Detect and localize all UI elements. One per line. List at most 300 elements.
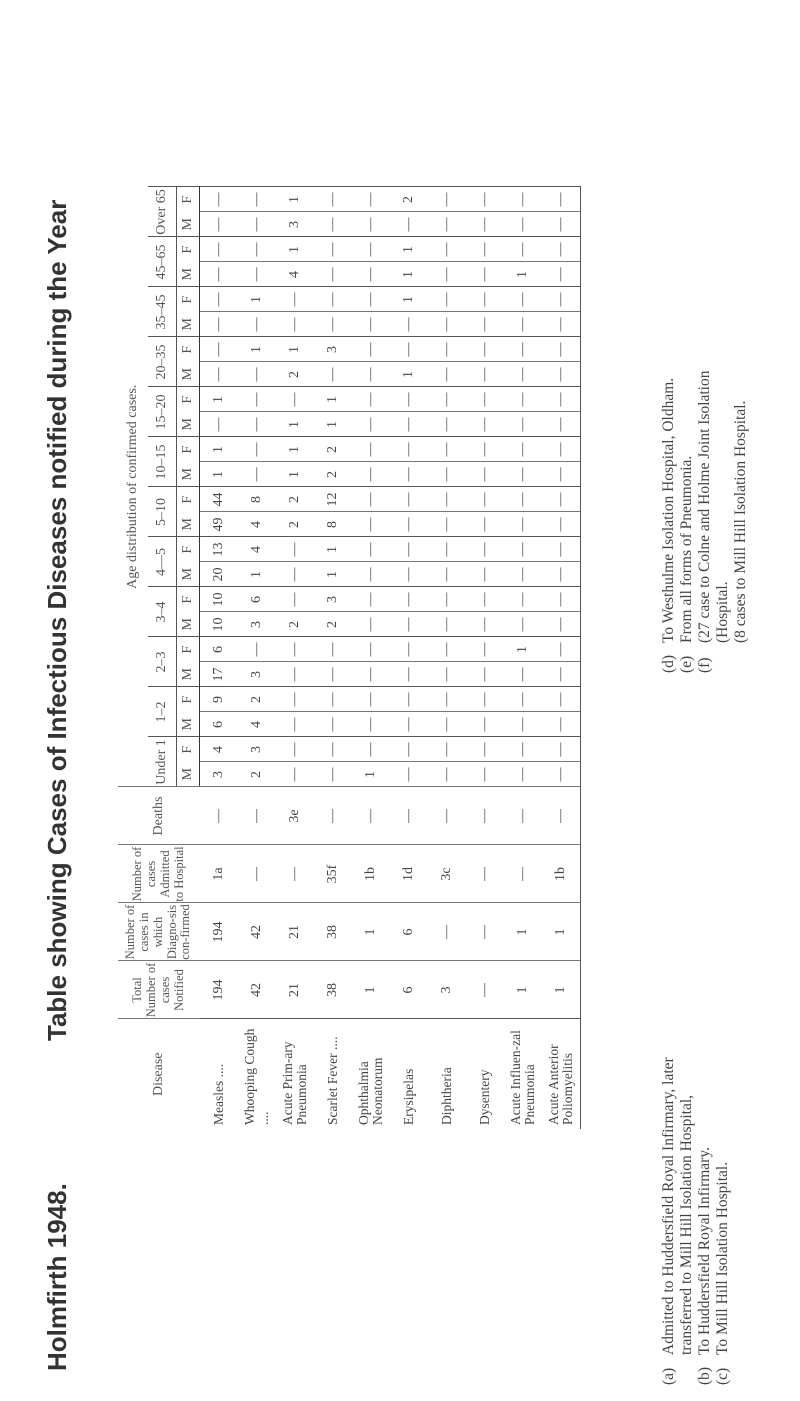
age-female-count: — [352,287,390,312]
age-male-count: — [352,462,390,487]
age-male-count: 3 [276,212,314,237]
age-male-count: 10 [200,612,239,637]
age-female-count: — [200,287,239,312]
footnote-c: (c)To Mill Hill Isolation Hospital. [714,1161,731,1385]
age-male-count: — [466,212,504,237]
infectious-diseases-table [118,187,581,1130]
age-female-count: — [542,287,581,312]
deaths-count: — [466,787,504,845]
age-female-count: 1 [200,437,239,462]
age-male-count: — [504,412,542,437]
deaths-count: — [504,787,542,845]
age-male-count: — [352,212,390,237]
age-male-count: — [542,412,581,437]
confirmed-count: 21 [276,903,314,961]
female-column-header: F [177,237,200,262]
age-female-count: — [352,187,390,212]
age-female-count: — [504,237,542,262]
age-female-count: 13 [200,537,239,562]
female-column-header: F [177,387,200,412]
age-female-count: — [238,237,276,262]
age-male-count: — [238,362,276,387]
age-female-count: — [428,587,466,612]
age-group: Under 1 [148,737,177,787]
total-notified: 1 [504,961,542,1019]
age-male-count: — [504,312,542,337]
age-female-count: 1 [390,237,428,262]
age-group: 35–45 [148,287,177,337]
deaths-count: — [542,787,581,845]
age-male-count: 2 [314,612,352,637]
age-male-count: — [200,212,239,237]
age-group: Over 65 [148,187,177,237]
header-admitted: Number of cases Admitted to Hospital [118,845,200,903]
age-male-count: — [542,562,581,587]
deaths-count: — [314,787,352,845]
age-female-count: — [542,537,581,562]
age-male-count: — [314,662,352,687]
age-female-count: — [466,337,504,362]
age-female-count: — [276,637,314,662]
age-female-count: — [314,187,352,212]
age-male-count: — [428,612,466,637]
age-female-count: — [428,537,466,562]
total-notified: 21 [276,961,314,1019]
age-male-count: 1 [390,262,428,287]
age-male-count: — [504,762,542,787]
age-male-count: — [200,412,239,437]
age-female-count: 3 [238,737,276,762]
table-row [276,187,314,1129]
admitted-count: 1b [542,845,581,903]
confirmed-count: — [428,903,466,961]
age-female-count: — [504,687,542,712]
age-male-count: — [428,312,466,337]
age-male-count: — [466,712,504,737]
confirmed-count: 6 [390,903,428,961]
age-male-count: 1 [276,412,314,437]
age-female-count: — [504,287,542,312]
age-male-count: — [542,312,581,337]
age-male-count: — [200,262,239,287]
age-male-count: — [428,362,466,387]
female-column-header: F [177,537,200,562]
age-female-count: — [542,187,581,212]
age-male-count: — [466,312,504,337]
age-female-count: — [542,437,581,462]
age-female-count: — [200,237,239,262]
footnotes [660,15,800,1385]
age-female-count: 1 [504,637,542,662]
confirmed-count: 1 [542,903,581,961]
confirmed-count: 1 [352,903,390,961]
age-male-count: — [352,512,390,537]
disease-name: Ophthalmia Neonatorum [352,1019,390,1129]
disease-name: Erysipelas [390,1019,428,1129]
footnote-f: (f)(27 case to Colne and Holme Joint Isolation [696,370,713,673]
age-male-count: — [466,412,504,437]
age-group: 5–10 [148,487,177,537]
age-male-count: — [542,762,581,787]
age-female-count: — [200,337,239,362]
age-male-count: — [504,462,542,487]
age-male-count: — [466,762,504,787]
age-female-count: 1 [314,387,352,412]
age-male-count: 3 [238,662,276,687]
age-female-count: 4 [200,737,239,762]
age-female-count: — [542,237,581,262]
footnote-d: (d)To Westhulme Isolation Hospital, Oldham. [660,377,677,673]
age-male-count: — [504,212,542,237]
header-total: Total Number of cases Notified [118,961,200,1019]
male-column-header: M [177,712,200,737]
age-female-count: 3 [314,337,352,362]
age-female-count: — [504,437,542,462]
age-group: 20–35 [148,337,177,387]
age-male-count: — [390,512,428,537]
title-main: Table showing Cases of Infectious Diseases notified during the Year [42,199,72,1041]
age-female-count: — [352,487,390,512]
header-disease: Disease [118,1019,200,1129]
age-male-count: — [238,262,276,287]
table-row [542,187,581,1129]
age-female-count: 10 [200,587,239,612]
age-male-count: — [428,562,466,587]
age-male-count: — [352,262,390,287]
admitted-count: — [238,845,276,903]
age-male-count: — [390,412,428,437]
age-male-count: 2 [276,512,314,537]
age-male-count: 2 [276,612,314,637]
age-female-count: — [466,587,504,612]
age-female-count: — [352,437,390,462]
age-female-count: 8 [238,487,276,512]
admitted-count: 1a [200,845,239,903]
age-female-count: — [352,637,390,662]
age-female-count: — [428,237,466,262]
age-male-count: — [276,662,314,687]
age-female-count: 6 [238,587,276,612]
age-female-count: 3 [314,587,352,612]
age-female-count: — [390,637,428,662]
age-male-count: — [466,512,504,537]
age-male-count: — [466,262,504,287]
age-male-count: 8 [314,512,352,537]
disease-name: Acute Prim-ary Pneumonia [276,1019,314,1129]
table-row [466,187,504,1129]
age-female-count: 1 [238,337,276,362]
age-female-count: — [466,687,504,712]
age-female-count: — [542,587,581,612]
age-male-count: 1 [200,462,239,487]
age-male-count: — [238,212,276,237]
total-notified: 38 [314,961,352,1019]
age-female-count: — [542,487,581,512]
age-female-count: — [276,387,314,412]
total-notified: — [466,961,504,1019]
age-female-count: — [428,487,466,512]
deaths-count: — [238,787,276,845]
age-male-count: 4 [238,712,276,737]
age-male-count: — [390,712,428,737]
confirmed-count: 38 [314,903,352,961]
age-male-count: 2 [238,762,276,787]
age-male-count: — [314,762,352,787]
age-male-count: — [352,412,390,437]
table-body [200,187,581,1129]
age-male-count: 6 [200,712,239,737]
age-female-count: — [276,737,314,762]
age-female-count: 1 [276,437,314,462]
deaths-count: — [352,787,390,845]
age-female-count: 1 [276,237,314,262]
age-male-count: — [542,512,581,537]
age-female-count: — [504,187,542,212]
age-group: 15–20 [148,387,177,437]
male-column-header: M [177,412,200,437]
header-age-distribution: Age distribution of confirmed cases. [125,384,141,589]
age-male-count: — [390,612,428,637]
male-column-header: M [177,512,200,537]
disease-name: Scarlet Fever .... [314,1019,352,1129]
age-male-count: 2 [314,462,352,487]
age-male-count: — [504,612,542,637]
age-male-count: 4 [238,512,276,537]
female-column-header: F [177,437,200,462]
admitted-count: 1d [390,845,428,903]
age-female-count: — [390,337,428,362]
age-female-count: 4 [238,537,276,562]
age-group: 3–4 [148,587,177,637]
table-row [428,187,466,1129]
footnote-a: (a)Admitted to Huddersfield Royal Infirmary, later [660,1057,677,1385]
age-male-count: — [504,562,542,587]
age-male-count: — [542,462,581,487]
age-male-count: — [238,312,276,337]
age-female-count: — [428,187,466,212]
age-male-count: — [428,662,466,687]
age-male-count: 20 [200,562,239,587]
age-male-count: — [504,362,542,387]
age-male-count: — [276,762,314,787]
age-female-count: 1 [390,287,428,312]
age-male-count: — [390,212,428,237]
age-female-count: — [352,537,390,562]
age-male-count: — [352,562,390,587]
age-male-count: — [390,312,428,337]
total-notified: 3 [428,961,466,1019]
age-male-count: — [200,312,239,337]
age-female-count: 2 [390,187,428,212]
age-male-count: — [314,362,352,387]
disease-name: Measles .... [200,1019,239,1129]
deaths-count: 3e [276,787,314,845]
age-male-count: 4 [276,262,314,287]
admitted-count: — [276,845,314,903]
admitted-count: 35f [314,845,352,903]
age-male-count: — [466,362,504,387]
age-female-count: — [276,687,314,712]
table-row [200,187,239,1129]
admitted-count: — [504,845,542,903]
table-row [314,187,352,1129]
total-notified: 42 [238,961,276,1019]
total-notified: 1 [542,961,581,1019]
age-male-count: — [314,312,352,337]
table-row [504,187,542,1129]
age-male-count: 1 [352,762,390,787]
age-male-count: — [466,662,504,687]
age-female-count: — [238,437,276,462]
age-female-count: — [504,587,542,612]
age-female-count: — [428,437,466,462]
age-male-count: — [428,462,466,487]
age-female-count: — [504,537,542,562]
age-male-count: 1 [314,562,352,587]
admitted-count: 1b [352,845,390,903]
female-column-header: F [177,487,200,512]
age-male-count: — [352,662,390,687]
title-year: Holmfirth 1948. [42,1183,72,1371]
table-row [352,187,390,1129]
age-male-count: — [276,712,314,737]
age-male-count: — [504,662,542,687]
disease-name: Acute Influen-zal Pneumonia [504,1019,542,1129]
age-female-count: — [276,537,314,562]
age-female-count: — [466,287,504,312]
table-row [390,187,428,1129]
age-male-count: — [390,762,428,787]
age-female-count: 2 [314,437,352,462]
age-male-count: — [200,362,239,387]
disease-name: Diphtheria [428,1019,466,1129]
age-male-count: — [314,212,352,237]
age-male-count: — [352,612,390,637]
age-male-count: — [390,662,428,687]
age-female-count: 2 [238,687,276,712]
age-female-count: — [466,487,504,512]
male-column-header: M [177,662,200,687]
age-male-count: — [352,312,390,337]
age-male-count: — [428,762,466,787]
age-male-count: — [542,362,581,387]
male-column-header: M [177,212,200,237]
age-female-count: — [504,387,542,412]
age-female-count: — [390,537,428,562]
footnote-f-cont2: (8 cases to Mill Hill Isolation Hospital. [732,400,749,643]
age-male-count: 17 [200,662,239,687]
age-male-count: — [542,662,581,687]
age-female-count: — [428,687,466,712]
age-female-count: — [314,637,352,662]
total-notified: 194 [200,961,239,1019]
age-female-count: — [466,637,504,662]
female-column-header: F [177,287,200,312]
age-male-count: — [466,562,504,587]
header-deaths: Deaths [118,787,200,845]
age-male-count: — [542,612,581,637]
age-female-count: — [352,687,390,712]
female-column-header: F [177,337,200,362]
age-female-count: — [466,537,504,562]
female-column-header: F [177,687,200,712]
age-female-count: — [352,587,390,612]
age-male-count: — [428,212,466,237]
age-male-count: — [238,462,276,487]
age-female-count: — [314,737,352,762]
age-female-count: — [352,337,390,362]
age-female-count: — [542,637,581,662]
male-column-header: M [177,362,200,387]
age-female-count: — [390,387,428,412]
age-female-count: — [352,387,390,412]
male-column-header: M [177,762,200,787]
age-female-count: — [200,187,239,212]
age-female-count: — [542,337,581,362]
age-male-count: 3 [200,762,239,787]
age-male-count: — [428,712,466,737]
age-female-count: 12 [314,487,352,512]
table-row [238,187,276,1129]
disease-name: Whooping Cough .... [238,1019,276,1129]
age-female-count: — [390,487,428,512]
age-male-count: — [466,462,504,487]
age-female-count: — [466,387,504,412]
age-male-count: — [390,462,428,487]
female-column-header: F [177,587,200,612]
age-female-count: 44 [200,487,239,512]
age-male-count: — [542,712,581,737]
age-male-count: 1 [390,362,428,387]
footnote-f-cont1: (Hospital. [714,581,731,643]
confirmed-count: 42 [238,903,276,961]
age-female-count: — [504,487,542,512]
age-female-count: — [238,387,276,412]
female-column-header: F [177,737,200,762]
age-female-count: 1 [200,387,239,412]
disease-name: Dysentery [466,1019,504,1129]
female-column-header: F [177,637,200,662]
male-column-header: M [177,612,200,637]
age-male-count: 1 [504,262,542,287]
age-female-count: 2 [276,487,314,512]
deaths-count: — [428,787,466,845]
age-male-count: 2 [276,362,314,387]
confirmed-count: — [466,903,504,961]
age-male-count: 49 [200,512,239,537]
age-female-count: — [238,187,276,212]
age-male-count: — [276,562,314,587]
age-male-count: — [428,412,466,437]
age-female-count: — [352,737,390,762]
age-group: 4—5 [148,537,177,587]
age-female-count: 1 [276,337,314,362]
age-female-count: 1 [238,287,276,312]
age-male-count: — [542,212,581,237]
age-female-count: — [390,587,428,612]
age-female-count: — [466,737,504,762]
age-male-count: — [428,262,466,287]
total-notified: 6 [390,961,428,1019]
age-male-count: — [504,712,542,737]
age-female-count: — [352,237,390,262]
age-female-count: 6 [200,637,239,662]
age-female-count: — [238,637,276,662]
deaths-count: — [200,787,239,845]
age-female-count: — [542,387,581,412]
age-male-count: — [466,612,504,637]
admitted-count: 3c [428,845,466,903]
